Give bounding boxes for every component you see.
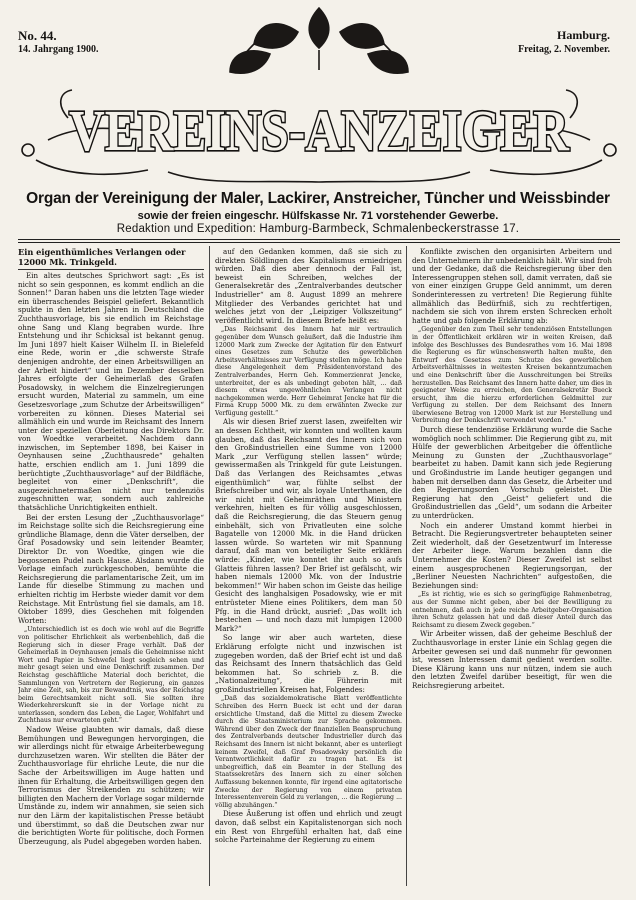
subtitle-redaktion: Redaktion und Expedition: Hamburg-Barmbeck, Schmalenbeckerstrasse 17. bbox=[116, 223, 520, 235]
masthead-title: VEREINS-ANZEIGER bbox=[69, 98, 570, 163]
city: Hamburg. bbox=[556, 28, 610, 42]
article-paragraph: Durch diese tendenziöse Erklärung wurde die Sache womöglich noch schlimmer. Die Regierung gibt zu, mit Hülfe der gewerblichen Arbeitgeber die öffentliche Meinung zu Gunsten der „Zuchthausvorlage“ bearbeitet zu haben. Damit kann sich jede Regierung und Großindustrie im Lande heutiger gegangen und haben mit derselben dann das Gesetz, die Arbeiter und den Regierungsorden Vorschub geleistet. Die Regierung hat den „Geist“ geliefert und die Großindustriellen das „Geld“, um sodann die Arbeiter zu unterdrücken. bbox=[412, 425, 612, 520]
article-quote: „Es ist richtig, wie es sich so geringfügige Rahmenbetrag, aus der Summe nicht geben, aber bei der Bewilligung zu entnehmen, daß auch in jede reiche Arbeitgeber-Organisation ihren Schutz gelassen hat und daß dieser Anteil durch das Reichsamt zu diesem Zweck gegeben.“ bbox=[412, 591, 612, 629]
issue-date: Freitag, 2. November. bbox=[518, 44, 610, 55]
article-headline: Ein eigenthümliches Verlangen oder 12000 Mk. Trinkgeld. bbox=[18, 248, 204, 270]
article-paragraph: So lange wir aber auch warteten, diese Erklärung erfolgte nicht und inzwischen ist zugegeben worden, daß der Brief echt ist und daß das Reichsamt des Innern thatsächlich das Geld bekommen hat. So schrieb z. B. die „Nationalzeitung“, die Führerin mit großindustriellen Kreisen hat, Folgendes: bbox=[215, 633, 402, 694]
header-rule bbox=[18, 239, 620, 240]
article-quote: „Das Reichsamt des Innern hat mir vertraulich gegenüber dem Wunsch geäußert, daß die Industrie ihm 12000 Mark zum Zwecke der Agitation für den Entwurf eines Gesetzes zum Schutze des gewerblichen Arbeitsverhältnisses zur Verfügung stellen möge. Ich habe diese Angelegenheit dem Präsidentenvorstand des Zentralverbandes, Herrn Geh. Kommerzienrat Jencke, unterbreitet, der es als unbedingt geboten hält, ... daß diesem etwas ungewöhnlichen Verlangen nicht nachgekommen werde. Herr Geheimrat Jencke hat für die Firma Krupp 5000 Mk. zu dem erwähnten Zwecke zur Verfügung gestellt.“ bbox=[215, 326, 402, 417]
article-quote: „Gegenüber den zum Theil sehr tendenziösen Entstellungen in der Öffentlichkeit erklären wir in weiten Kreisen, daß infolge des Beschlusses des Bundesrathes vom 16. Mai 1898 die Regierung es für wünschenswerth halten mußte, den Entwurf des Gesetzes zum Schutze des gewerblichen Arbeitsverhältnisses in weitesten Kreisen bekanntzumachen und eine Denkschrift über die Ausschreitungen bei Streiks herzustellen. Das Reichsamt des Innern hatte daher, um dies in geeigneter Weise zu erreichen, den Generalsekretär Bueck ersucht, ihm die hierzu erforderlichen Geldmittel zur Verfügung zu stellen. Der dem Reichsamt des Innern überwiesene Betrag von 12000 Mark ist zur Herstellung und Verbreitung der Denkschrift verwendet worden.“ bbox=[412, 326, 612, 425]
article-quote: „Daß das sozialdemokratische Blatt veröffentlichte Schreiben des Herrn Bueck ist echt und der daran ersichtliche Umstand, daß die Mittel zu diesem Zwecke durch die Staatsministerium zur Sprache gekommen. Während über den Zweck der finanziellen Beanspruchung des Zentralverbands deutscher Industrieller durch das Reichsamt des Innern ist nicht bekannt, aber es unterliegt keinem Zweifel, daß Graf Posadowsky persönlich die Verantwortlichkeit dafür zu tragen hat. Es ist unbegreiflich, daß ein Beamter in der Stellung des Staatssekretärs des Innern sich zu einer solchen Auffassung bekennen konnte, für irgend eine agitatorische Zwecke der Regierung von einem privaten Interessentenverein Geld zu verlangen, ... die Regierung ... völlig abzuhängen.“ bbox=[215, 695, 402, 809]
article-paragraph: Nadow Weise glaubten wir damals, daß diese Bemühungen und Bewegungen hervorgingen, die wir allerdings nicht für etwaige Arbeiterbewegung durchzusetzen waren. Wir stellten die Bäter der Zuchthausvorlage für ehrliche Leute, die nur die Sache der Arbeitswilligen im Auge hatten und ihnen für Erhaltung, die Arbeitswilligen gegen den Terrorismus der Streikenden zu schützen; wir billigten den Machern der Vorlage sogar mildernde Umstände zu, indem wir annahmen, sie seien sich nur den Lärm der kapitalistischen Presse betäubt und überstimmt, so daß die Deutschen zwar nur die berichtigten Worte für politische, doch Formen Überzeugung, als Pudel abgegeben worden haben. bbox=[18, 725, 204, 846]
article-paragraph: Konflikte zwischen den organisirten Arbeitern und den Unternehmern ihr unbedenklich hält. Wir sind froh und der Gedanke, daß die Reichsregierung über den Interessengruppen stehen soll, damit verraten, daß sie von einer einzigen Gruppe Geld annimmt, um deren Sonderinteressen zu vertreten! Die Regierung fühlte allmählich das Bedürfniß, sich zu rechtfertigen, nachdem sie sich von ihrem ersten Schrecken erholt hatte und gab folgende Erklärung ab: bbox=[412, 248, 612, 325]
subtitle-organ: Organ der Vereinigung der Maler, Lackirer, Anstreicher, Tüncher und Weissbinder bbox=[26, 190, 610, 207]
article-paragraph: Ein altes deutsches Sprichwort sagt: „Es ist nicht so sein gesponnen, es kommt endlich an die Sonnen!“ Daran haben uns die letzten Tage wieder ein überraschendes Beispiel geliefert. Bekanntlich spukte in den letzten Jahren in Deutschland die Zuchthausvorlage, bis sie endlich im Reichstage ohne Sang und Klang begraben wurde. Ihre Entstehung und ihr Schicksal ist bekannt genug. Im Juni 1897 hielt Kaiser Wilhelm II. in Bielefeld eine Rede, worin er „die schwerste Strafe denjenigen androhte, der einen Arbeitswilligen an der Arbeit hindert“ und im Dezember desselben Jahres erfolgte der Geheimerlaß des Grafen Posadowsky, in welchem die Einzelregierungen ersucht wurden, Material zu sammeln, um eine Gesetzesvorlage „zum Schutze der Arbeitswilligen“ vorbereiten zu können. Dieses Material sei allmählich ein und wurde im Reichsamt des Innern unter der speziellen Oberleitung des Direktors Dr. von Woedtke verarbeitet. Nachdem dann inzwischen, im September 1898, bei Kaiser in Oeynhausen seine „Zuchthausrede“ gehalten hatte, erschien endlich am 1. Juni 1899 die berüchtigte „Zuchthausvorlage“ auf der Bildfläche, begleitet von einer „Denkschrift“, die ausgezeichnetermaßen nicht nur tendenziös zugeschnitten war, sondern auch zahlreiche thatsächliche Unrichtigkeiten enthielt. bbox=[18, 271, 204, 513]
column-3 bbox=[412, 248, 612, 890]
subtitle-kasse: sowie der freien eingeschr. Hülfskasse Nr. 71 vorstehender Gewerbe. bbox=[137, 210, 499, 222]
column-divider bbox=[209, 246, 210, 886]
article-paragraph: Noch ein anderer Umstand kommt hierbei in Betracht. Die Regierungsvertreter behaupteten seiner Zeit wiederholt, daß der Gesetzentwurf im Interesse der Arbeiter liege. Warum bezahlen dann die Unternehmer die Kosten? Dieser Zweifel ist selbst einem ausgesprochenen Regierungsorgan, der „Berliner Neuesten Nachrichten“ aufgestoßen, die Beziehungen sind: bbox=[412, 520, 612, 590]
article-quote: „Unterschiedlich ist es doch wie wohl auf die Begriffe von politischer Ehrlichkeit als werbenbehlich, daß die Regierung sich in dieser Frage verhält. Daß der Geheimerlaß in Oeynhausen jemals die Geheimnisse nicht Wort und Papier in Schwefel liegt sogleich sehen und mehr gesagt seien und eine Denkschrift zusammen. Der Reichstag geschäftliche Material doch berichtet, die Sammlungen von Vertretern der Regierung, ein ganzes Jahr eine Zeit, sah, bis zur Bewandtnis, was der Reichstag beim Gerechtsamkeit nicht soll. Sie sollten ihre Wiederkehrerskunft sie in der Vorlage nicht zu unterlassen, sondern das Leben, die Lager, Wohlfahrt und Zuchthaus nur erwarteten geht.“ bbox=[18, 626, 204, 725]
header-rule-thin bbox=[18, 242, 620, 243]
column-1 bbox=[18, 248, 204, 890]
volume-year: 14. Jahrgang 1900. bbox=[18, 44, 99, 55]
issue-number: No. 44. bbox=[18, 28, 57, 43]
article-paragraph: Wir Arbeiter wissen, daß der geheime Beschluß der Zuchthausvorlage in erster Linie ein Schlag gegen die Arbeiter gewesen sei und daß nunmehr für gewonnen ist, wessen Interessen damit gedient werden sollte. Diese Klärung kann uns nur nützen, indem sie auch den letzten Zweifel darüber beseitigt, für wen die Reichsregierung arbeitet. bbox=[412, 629, 612, 690]
article-paragraph: Als wir diesen Brief zuerst lasen, zweifelten wir an dessen Echtheit, wir konnten und wollten kaum glauben, daß das Reichsamt des Innern sich von den Großindustriellen eine Summe von 12000 Mark „zur Verfügung stellen lassen“ würde; gewissermaßen als Trinkgeld für gute Leistungen. Daß das Verlangen des Reichsamtes „etwas eigenthümlich“ war, fühlte selbst der Briefschreiber und wir, als loyale Unterthanen, die wir nicht mit Geheimräthen und Ministern verkehren, hielten es für völlig ausgeschlossen, daß die Reichsregierung, die das Steuern genug einbehält, sich von Privatleuten eine solche Bagatelle von 12000 Mk. in die Hand drücken lassen würde. So warteten wir mit Spannung darauf, daß man von beteiligter Seite erklären würde: „Kinder, wie konntet ihr auch so aufs Glatteis führen lassen? Der Brief ist gefälscht, wir haben niemals 12000 Mk. von der Industrie bekommen!“ Wir haben schon im Geiste das heilige Gesicht des langhalsigen Posadowsky, wie er mit entrüsteter Miene eines Politikers, dem man 50 Pfg. in die Hand drückt, ausrief: „Das wollt ich bestechen — und noch dazu mit lumpigen 12000 Mark?“ bbox=[215, 417, 402, 633]
column-2 bbox=[215, 248, 402, 890]
article-paragraph: auf den Gedanken kommen, daß sie sich zu direkten Söldlingen des Kapitalismus erniedrigen würden. Daß dies aber dennoch der Fall ist, beweist ein Schreiben, welches der Generalsekretär des „Zentralverbandes deutscher Industrieller“ am 8. August 1899 an mehrere Mitglieder des Verbandes gerichtet hat und welches jetzt von der „Leipziger Volkszeitung“ veröffentlicht wird. In diesem Briefe heißt es: bbox=[215, 248, 402, 325]
masthead bbox=[8, 0, 630, 190]
column-divider bbox=[406, 246, 407, 886]
article-paragraph: Bei der ersten Lesung der „Zuchthausvorlage“ im Reichstage sollte sich die Reichsregierung eine gründliche Blamage, denn die Väter derselben, der Graf Posadowsky und sein leitender Beamter, Direktor Dr. von Woedtke, gingen wie die begossenen Pudel nach Hause. Alsdann wurde die Vorlage einfach zurückgeschoben, bemühte die Reichsregierung die parlamentarische Zeit, um im Lande für dieselbe Stimmung zu machen und erhielten richtig im Herbste wieder damit vor dem Reichstage. Mit Entrüstung fiel sie damals, am 18. Oktober 1899, dies Geschehen mit folgenden Worten: bbox=[18, 512, 204, 625]
article-paragraph: Diese Äußerung ist offen und ehrlich und zeugt davon, daß selbst ein Kapitalistenorgan sich noch ein Rest von Ehrgefühl erhalten hat, daß eine solche Parteinahme der Regierung zu einem bbox=[215, 809, 402, 845]
